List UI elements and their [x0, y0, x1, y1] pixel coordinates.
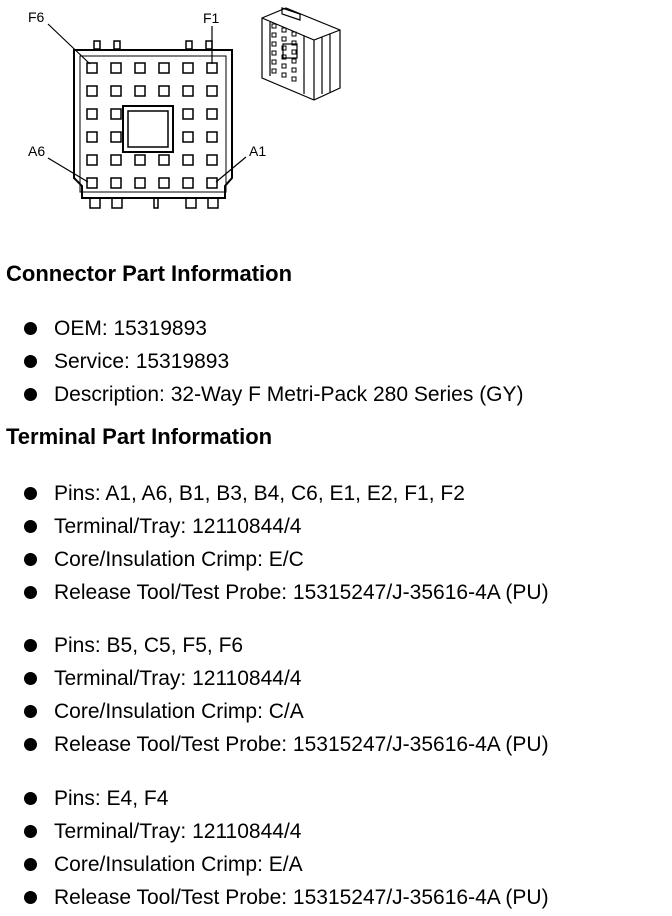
bullet-icon: [24, 355, 37, 368]
list-item: [22, 662, 549, 695]
oem-text: OEM: 15319893: [54, 317, 207, 340]
terminal-cavity: [207, 155, 217, 165]
list-item: [22, 378, 524, 411]
crimp-text: Core/Insulation Crimp: C/A: [54, 700, 304, 723]
bullet-icon: [24, 891, 37, 904]
pin-label-a1: A1: [249, 143, 267, 159]
terminal-cavity: [111, 132, 121, 142]
bullet-icon: [24, 487, 37, 500]
bullet-icon: [24, 322, 37, 335]
terminal-cavity: [111, 155, 121, 165]
terminal-group-3: [22, 782, 549, 914]
pin-label-f1: F1: [203, 10, 220, 26]
terminal-cavity: [183, 86, 193, 96]
terminal-tray-text: Terminal/Tray: 12110844/4: [54, 667, 302, 690]
bullet-icon: [24, 792, 37, 805]
terminal-cavity: [87, 155, 97, 165]
terminal-group-1: [22, 477, 549, 609]
bullet-icon: [24, 586, 37, 599]
terminal-cavity: [135, 155, 145, 165]
bullet-icon: [24, 738, 37, 751]
connector-part-info-list: [22, 312, 524, 411]
bullet-icon: [24, 858, 37, 871]
terminal-cavity: [87, 109, 97, 119]
isometric-cavity: [272, 24, 276, 28]
list-item: [22, 881, 549, 914]
isometric-cavity: [272, 33, 276, 37]
list-item: [22, 477, 549, 510]
terminal-cavity: [111, 86, 121, 96]
terminal-cavity: [183, 178, 193, 188]
bullet-icon: [24, 553, 37, 566]
bullet-icon: [24, 639, 37, 652]
terminal-cavity: [111, 63, 121, 73]
isometric-cavity: [292, 50, 296, 54]
bullet-icon: [24, 672, 37, 685]
connector-isometric-view: [262, 8, 340, 100]
terminal-cavity: [183, 155, 193, 165]
list-item: [22, 695, 549, 728]
terminal-cavity: [87, 63, 97, 73]
isometric-cavity: [282, 73, 286, 77]
isometric-cavity: [272, 60, 276, 64]
terminal-cavity: [207, 63, 217, 73]
release-tool-text: Release Tool/Test Probe: 15315247/J-35616-4A (PU): [54, 581, 549, 604]
terminal-cavity: [87, 178, 97, 188]
terminal-cavity: [159, 63, 169, 73]
bullet-icon: [24, 825, 37, 838]
pins-text: Pins: B5, C5, F5, F6: [54, 634, 244, 657]
terminal-cavity: [87, 86, 97, 96]
terminal-cavity: [207, 132, 217, 142]
isometric-cavity: [292, 68, 296, 72]
terminal-cavity: [183, 63, 193, 73]
list-item: [22, 345, 524, 378]
terminal-cavity: [159, 178, 169, 188]
terminal-cavity: [183, 132, 193, 142]
pins-text: Pins: A1, A6, B1, B3, B4, C6, E1, E2, F1, F2: [54, 482, 465, 505]
terminal-cavity: [159, 86, 169, 96]
isometric-cavity: [282, 28, 286, 32]
terminal-part-info-heading: Terminal Part Information: [6, 424, 273, 449]
terminal-tray-text: Terminal/Tray: 12110844/4: [54, 515, 302, 538]
crimp-text: Core/Insulation Crimp: E/C: [54, 548, 304, 571]
bullet-icon: [24, 520, 37, 533]
description-text: Description: 32-Way F Metri-Pack 280 Series (GY): [54, 383, 524, 406]
bullet-icon: [24, 705, 37, 718]
terminal-cavity: [183, 109, 193, 119]
pin-label-a6: A6: [28, 143, 46, 159]
terminal-cavity: [135, 86, 145, 96]
connector-part-info-heading: Connector Part Information: [6, 261, 293, 286]
terminal-cavity: [207, 178, 217, 188]
isometric-cavity: [282, 64, 286, 68]
isometric-cavity: [292, 59, 296, 63]
isometric-cavities: [272, 24, 296, 81]
terminal-cavity: [207, 86, 217, 96]
release-tool-text: Release Tool/Test Probe: 15315247/J-35616-4A (PU): [54, 733, 549, 756]
list-item: [22, 782, 549, 815]
terminal-cavity: [207, 109, 217, 119]
isometric-cavity: [282, 37, 286, 41]
isometric-cavity: [272, 51, 276, 55]
list-item: [22, 510, 549, 543]
pin-label-f6: F6: [28, 9, 45, 25]
list-item: [22, 815, 549, 848]
isometric-cavity: [272, 69, 276, 73]
terminal-cavity: [135, 178, 145, 188]
list-item: [22, 629, 549, 662]
connector-diagram: [0, 0, 672, 240]
terminal-cavity: [111, 178, 121, 188]
crimp-text: Core/Insulation Crimp: E/A: [54, 853, 303, 876]
terminal-tray-text: Terminal/Tray: 12110844/4: [54, 820, 302, 843]
isometric-cavity: [272, 42, 276, 46]
pins-text: Pins: E4, F4: [54, 787, 169, 810]
terminal-cavity: [111, 109, 121, 119]
terminal-cavity: [87, 132, 97, 142]
terminal-group-2: [22, 629, 549, 761]
release-tool-text: Release Tool/Test Probe: 15315247/J-35616-4A (PU): [54, 886, 549, 909]
list-item: [22, 576, 549, 609]
terminal-cavity: [159, 155, 169, 165]
list-item: [22, 543, 549, 576]
service-text: Service: 15319893: [54, 350, 230, 373]
terminal-cavities: [87, 63, 217, 188]
list-item: [22, 848, 549, 881]
isometric-cavity: [292, 77, 296, 81]
list-item: [22, 312, 524, 345]
terminal-cavity: [135, 63, 145, 73]
bullet-icon: [24, 388, 37, 401]
list-item: [22, 728, 549, 761]
